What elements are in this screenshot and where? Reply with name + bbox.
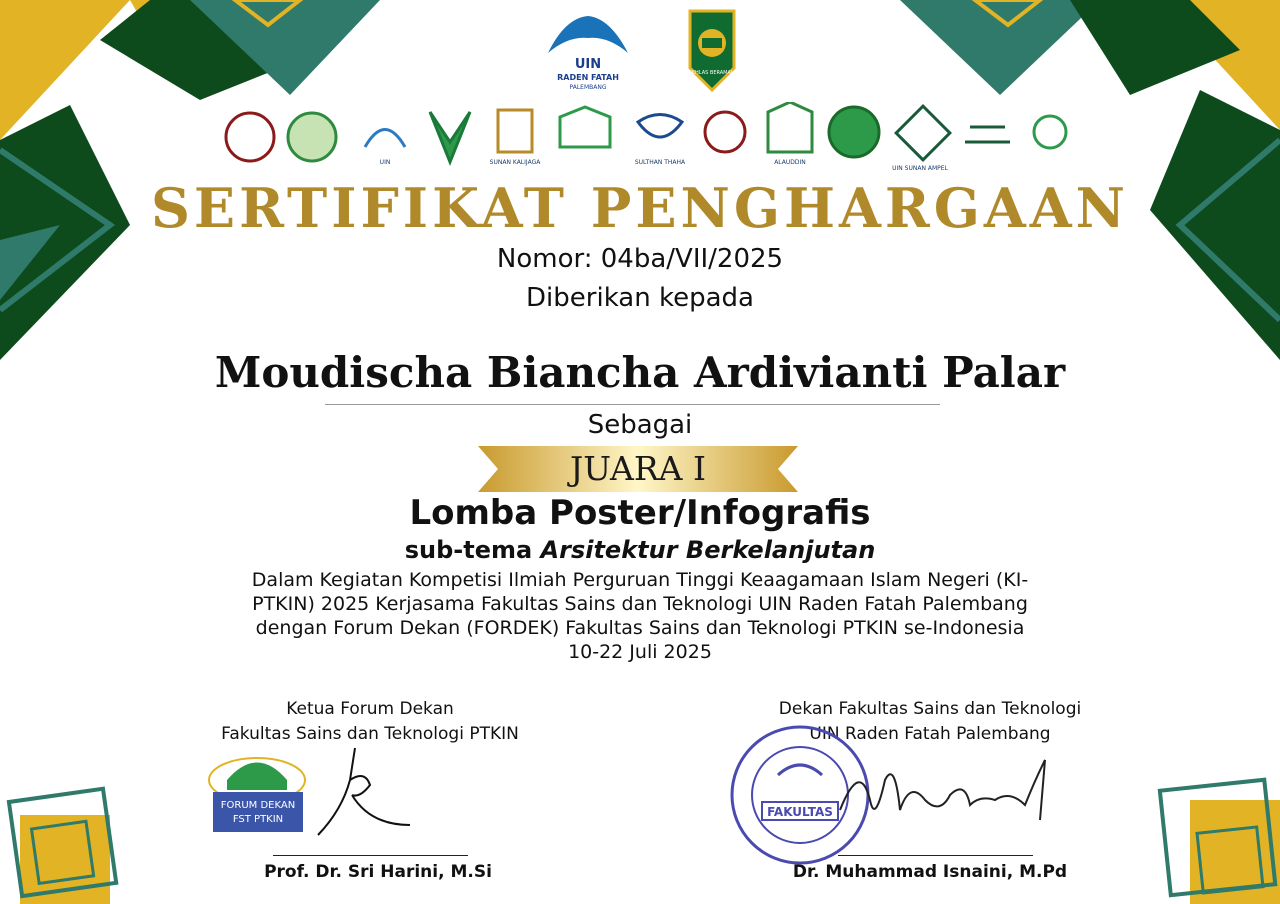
right-signature — [830, 740, 1060, 850]
left-signature-line — [273, 855, 468, 856]
svg-text:RADEN FATAH: RADEN FATAH — [557, 73, 619, 82]
stamp-text: FAKULTAS — [767, 805, 833, 819]
svg-text:ALAUDDIN: ALAUDDIN — [774, 159, 806, 166]
subtheme-prefix: sub-tema — [404, 536, 541, 564]
svg-text:IKHLAS BERAMAL: IKHLAS BERAMAL — [690, 70, 734, 76]
name-underline — [325, 404, 940, 405]
svg-text:SUNAN KALIJAGA: SUNAN KALIJAGA — [489, 159, 541, 166]
fordek-logo-text2: FST PTKIN — [232, 814, 284, 825]
svg-text:UIN: UIN — [379, 159, 391, 166]
right-signatory-name: Dr. Muhammad Isnaini, M.Pd — [792, 862, 1068, 882]
certificate-title: SERTIFIKAT PENGHARGAAN — [150, 176, 1130, 240]
right-role-line1: Dekan Fakultas Sains dan Teknologi — [778, 699, 1082, 719]
description-line: Dalam Kegiatan Kompetisi Ilmiah Perguruan Tinggi Keaagamaan Islam Negeri (KI- — [251, 569, 1029, 591]
kemenag-logo — [690, 11, 734, 90]
recipient-name: Moudischa Biancha Ardivianti Palar — [214, 348, 1066, 397]
subtheme-title: Arsitektur Berkelanjutan — [540, 536, 876, 564]
svg-text:PALEMBANG: PALEMBANG — [569, 84, 607, 91]
left-role-line1: Ketua Forum Dekan — [286, 699, 454, 719]
right-role-line2: UIN Raden Fatah Palembang — [809, 724, 1051, 744]
left-signature — [310, 740, 420, 850]
fordek-logo — [205, 740, 310, 848]
left-signatory-name: Prof. Dr. Sri Harini, M.Si — [264, 862, 492, 882]
main-logos — [540, 8, 740, 98]
left-role-line2: Fakultas Sains dan Teknologi PTKIN — [221, 724, 519, 744]
svg-text:UIN SUNAN AMPEL: UIN SUNAN AMPEL — [892, 165, 948, 172]
competition-name: Lomba Poster/Infografis — [409, 493, 871, 533]
certificate-number: Nomor: 04ba/VII/2025 — [496, 244, 784, 274]
description-line: PTKIN) 2025 Kerjasama Fakultas Sains dan Teknologi UIN Raden Fatah Palembang — [252, 593, 1028, 615]
fordek-logo-text1: FORUM DEKAN — [220, 800, 296, 811]
event-dates: 10-22 Juli 2025 — [568, 641, 712, 663]
svg-text:SULTHAN THAHA: SULTHAN THAHA — [634, 159, 686, 166]
description — [0, 568, 1280, 664]
right-signature-line — [838, 855, 1033, 856]
uin-raden-fatah-logo — [548, 16, 628, 91]
description-line: dengan Forum Dekan (FORDEK) Fakultas Sains dan Teknologi PTKIN se-Indonesia — [255, 617, 1025, 639]
subtheme — [0, 536, 1280, 564]
as-label: Sebagai — [587, 410, 693, 440]
partner-logos — [220, 102, 1070, 177]
svg-text:UIN: UIN — [574, 57, 602, 72]
award-title: JUARA I — [569, 449, 707, 488]
given-to-label: Diberikan kepada — [526, 283, 754, 313]
